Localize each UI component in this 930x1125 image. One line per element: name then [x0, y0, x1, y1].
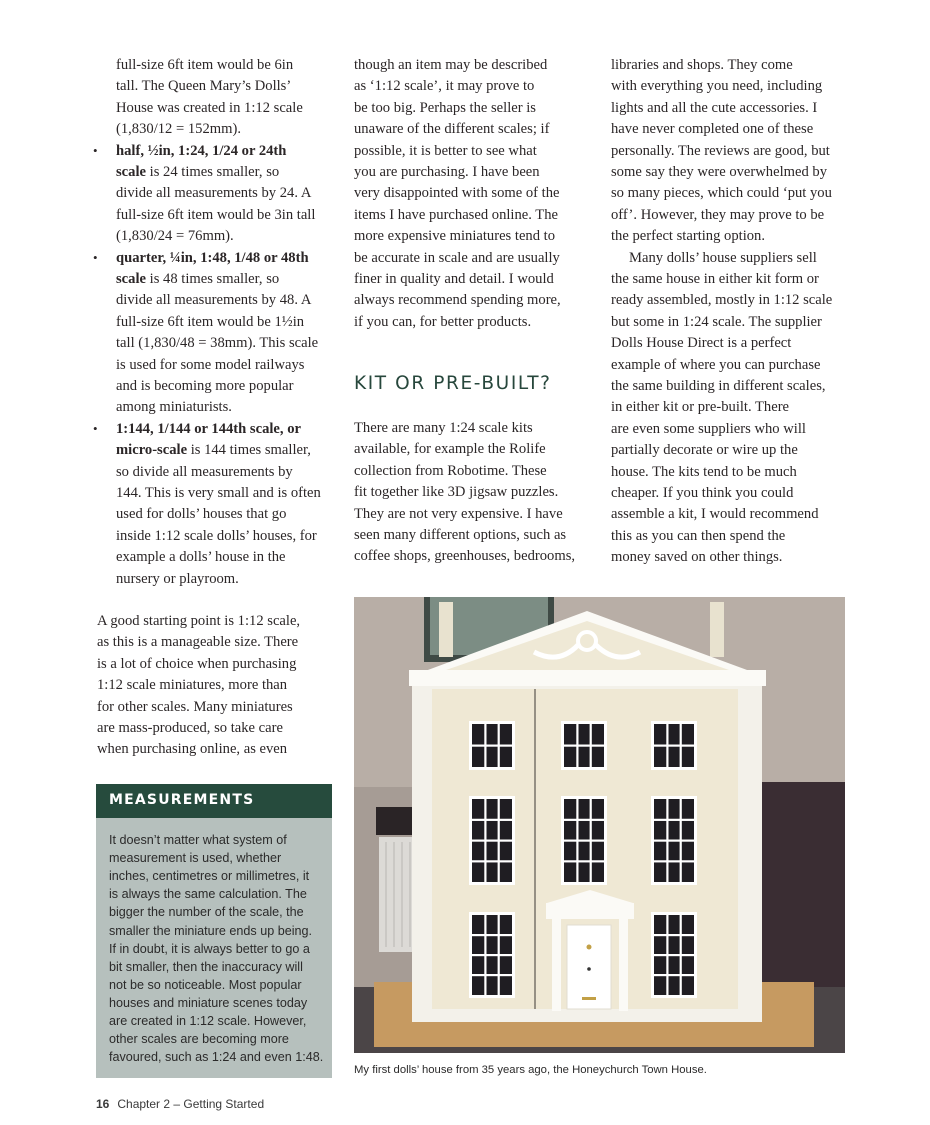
- measurements-sidebar: [96, 784, 332, 1078]
- line-text: is used for some model railways: [116, 356, 305, 373]
- body-line: so many pieces, which could ‘put you: [611, 185, 832, 202]
- bullet-line: [116, 419, 301, 440]
- body-line: assemble a kit, I would recommend: [611, 506, 819, 523]
- bullet-line: [116, 376, 294, 397]
- sidebar-line: is always the same calculation. The: [109, 887, 307, 902]
- sidebar-line: If in doubt, it is always better to go a: [109, 941, 310, 956]
- line-text: divide all measurements by 24. A: [116, 185, 312, 202]
- bullet-icon: •: [93, 420, 98, 436]
- body-line: are mass-produced, so take care: [97, 720, 283, 736]
- line-text: used for dolls’ houses that go: [116, 506, 287, 523]
- line-text: inside 1:12 scale dolls’ houses, for: [116, 527, 317, 544]
- body-line: off’. However, they may prove to be: [611, 206, 825, 223]
- dolls-house-photo: [354, 597, 845, 1053]
- line-text: so divide all measurements by: [116, 463, 293, 480]
- sidebar-line: smaller the miniature ends up being.: [109, 923, 313, 938]
- bullet-icon: •: [93, 249, 98, 265]
- bullet-line: [116, 162, 279, 183]
- line-text: example a dolls’ house in the: [116, 549, 286, 566]
- body-line: collection from Robotime. These: [354, 462, 547, 479]
- body-line: lights and all the cute accessories. I: [611, 99, 818, 116]
- bullet-line: [116, 483, 321, 504]
- bullet-line: [116, 569, 239, 590]
- body-line: is a lot of choice when purchasing: [97, 655, 297, 672]
- section-heading: KIT OR PRE-BUILT?: [354, 373, 552, 394]
- line-text: is 48 times smaller, so: [146, 271, 280, 287]
- body-line: full-size 6ft item would be 6in: [116, 57, 294, 73]
- body-line: libraries and shops. They come: [611, 57, 793, 73]
- body-line: you are purchasing. I have been: [354, 164, 540, 180]
- bullet-line: [116, 526, 317, 547]
- body-line: partially decorate or wire up the: [611, 442, 798, 459]
- page-number: 16: [96, 1097, 110, 1111]
- line-text: divide all measurements by 48. A: [116, 292, 312, 309]
- body-line: money saved on other things.: [611, 549, 783, 566]
- body-line: unaware of the different scales; if: [354, 121, 550, 138]
- bullet-line: [116, 226, 234, 247]
- line-text: 144. This is very small and is often: [116, 485, 321, 501]
- body-line: very disappointed with some of the: [354, 185, 560, 202]
- body-line: the same house in either kit form or: [611, 271, 819, 287]
- body-line: possible, it is better to see what: [354, 142, 537, 159]
- bullet-line: [116, 440, 311, 461]
- body-line: but some in 1:24 scale. The supplier: [611, 313, 822, 330]
- line-text: (1,830/24 = 76mm).: [116, 228, 234, 245]
- bullet-line: [116, 205, 315, 226]
- bullet-line: [116, 462, 293, 483]
- sidebar-header: [96, 784, 332, 818]
- body-line: house. The kits tend to be much: [611, 463, 797, 480]
- bold-term: 1:144, 1/144 or 144th scale, or: [116, 420, 301, 437]
- line-text: full-size 6ft item would be 1½in: [116, 313, 305, 330]
- sidebar-line: houses and miniature scenes today: [109, 995, 308, 1010]
- sidebar-line: measurement is used, whether: [109, 851, 282, 866]
- body-line: A good starting point is 1:12 scale,: [97, 613, 301, 629]
- body-line: available, for example the Rolife: [354, 441, 546, 458]
- body-line: personally. The reviews are good, but: [611, 142, 830, 159]
- body-line: as ‘1:12 scale’, it may prove to: [354, 78, 535, 95]
- body-line: (1,830/12 = 152mm).: [116, 121, 241, 138]
- body-line: 1:12 scale miniatures, more than: [97, 677, 288, 694]
- line-text: is 144 times smaller,: [187, 442, 311, 459]
- line-text: full-size 6ft item would be 3in tall: [116, 206, 316, 223]
- sidebar-line: It doesn’t matter what system of: [109, 833, 287, 847]
- body-line: when purchasing online, as even: [97, 741, 288, 758]
- body-line: items I have purchased online. The: [354, 206, 558, 223]
- body-line: cheaper. If you think you could: [611, 485, 794, 501]
- body-line: the same building in different scales,: [611, 378, 826, 394]
- bold-term: scale: [116, 164, 146, 180]
- bold-term: half, ½in, 1:24, 1/24 or 24th: [116, 142, 287, 159]
- sidebar-line: not be so noticeable. Most popular: [109, 977, 302, 992]
- line-text: tall (1,830/48 = 38mm). This scale: [116, 335, 319, 352]
- sidebar-line: favoured, such as 1:24 and even 1:48.: [109, 1050, 324, 1065]
- body-line: House was created in 1:12 scale: [116, 99, 303, 116]
- bullet-line: [116, 248, 309, 269]
- bullet-line: [116, 333, 318, 354]
- bullet-line: [116, 290, 311, 311]
- line-text: is 24 times smaller, so: [146, 164, 280, 180]
- body-line: fit together like 3D jigsaw puzzles.: [354, 484, 559, 501]
- bullet-line: [116, 355, 304, 376]
- body-line: the perfect starting option.: [611, 228, 765, 245]
- body-line: this as you can then spend the: [611, 527, 786, 544]
- bold-term: quarter, ¼in, 1:48, 1/48 or 48th: [116, 249, 309, 266]
- body-line: finer in quality and detail. I would: [354, 271, 554, 287]
- body-line: in either kit or pre-built. There: [611, 399, 790, 416]
- body-line: be too big. Perhaps the seller is: [354, 99, 536, 116]
- sidebar-line: inches, centimetres or millimetres, it: [109, 869, 310, 884]
- line-text: among miniaturists.: [116, 399, 232, 416]
- line-text: nursery or playroom.: [116, 570, 239, 587]
- body-line: Many dolls’ house suppliers sell: [629, 249, 817, 266]
- body-line: be accurate in scale and are usually: [354, 249, 560, 266]
- body-line: are even some suppliers who will: [611, 420, 806, 437]
- body-line: have never completed one of these: [611, 121, 814, 138]
- body-line: though an item may be described: [354, 57, 548, 73]
- running-head: Chapter 2 – Getting Started: [117, 1097, 265, 1111]
- figure-caption: My first dolls’ house from 35 years ago, the Honeychurch Town House.: [354, 1064, 707, 1076]
- body-line: more expensive miniatures tend to: [354, 228, 556, 245]
- bullet-line: [116, 397, 232, 418]
- sidebar-line: are created in 1:12 scale. However,: [109, 1014, 307, 1028]
- page-footer: [96, 1097, 264, 1111]
- body-line: with everything you need, including: [611, 78, 823, 95]
- bullet-line: [116, 269, 279, 290]
- bold-term: micro-scale: [116, 442, 188, 459]
- bullet-line: [116, 312, 304, 333]
- sidebar-line: other scales are becoming more: [109, 1032, 289, 1047]
- body-line: tall. The Queen Mary’s Dolls’: [116, 78, 292, 95]
- body-line: There are many 1:24 scale kits: [354, 420, 533, 436]
- body-line: if you can, for better products.: [354, 313, 532, 330]
- sidebar-line: bit smaller, then the inaccuracy will: [109, 959, 303, 974]
- body-line: for other scales. Many miniatures: [97, 698, 293, 715]
- body-line: always recommend spending more,: [354, 292, 561, 309]
- bullet-line: [116, 504, 286, 525]
- body-line: coffee shops, greenhouses, bedrooms,: [354, 548, 576, 565]
- bullet-icon: •: [93, 142, 98, 158]
- sidebar-title: MEASUREMENTS: [109, 792, 255, 808]
- bold-term: scale: [116, 271, 146, 287]
- body-line: seen many different options, such as: [354, 527, 567, 543]
- body-line: some say they were overwhelmed by: [611, 164, 827, 180]
- body-line: ready assembled, mostly in 1:12 scale: [611, 292, 833, 309]
- body-line: Dolls House Direct is a perfect: [611, 335, 792, 352]
- dolls-house-illustration: [354, 597, 845, 1053]
- bullet-line: [116, 141, 286, 162]
- sidebar-line: bigger the number of the scale, the: [109, 905, 304, 920]
- body-line: They are not very expensive. I have: [354, 505, 563, 522]
- bullet-line: [116, 183, 311, 204]
- line-text: and is becoming more popular: [116, 378, 294, 394]
- bullet-line: [116, 547, 286, 568]
- body-line: example of where you can purchase: [611, 356, 821, 373]
- body-line: as this is a manageable size. There: [97, 634, 299, 651]
